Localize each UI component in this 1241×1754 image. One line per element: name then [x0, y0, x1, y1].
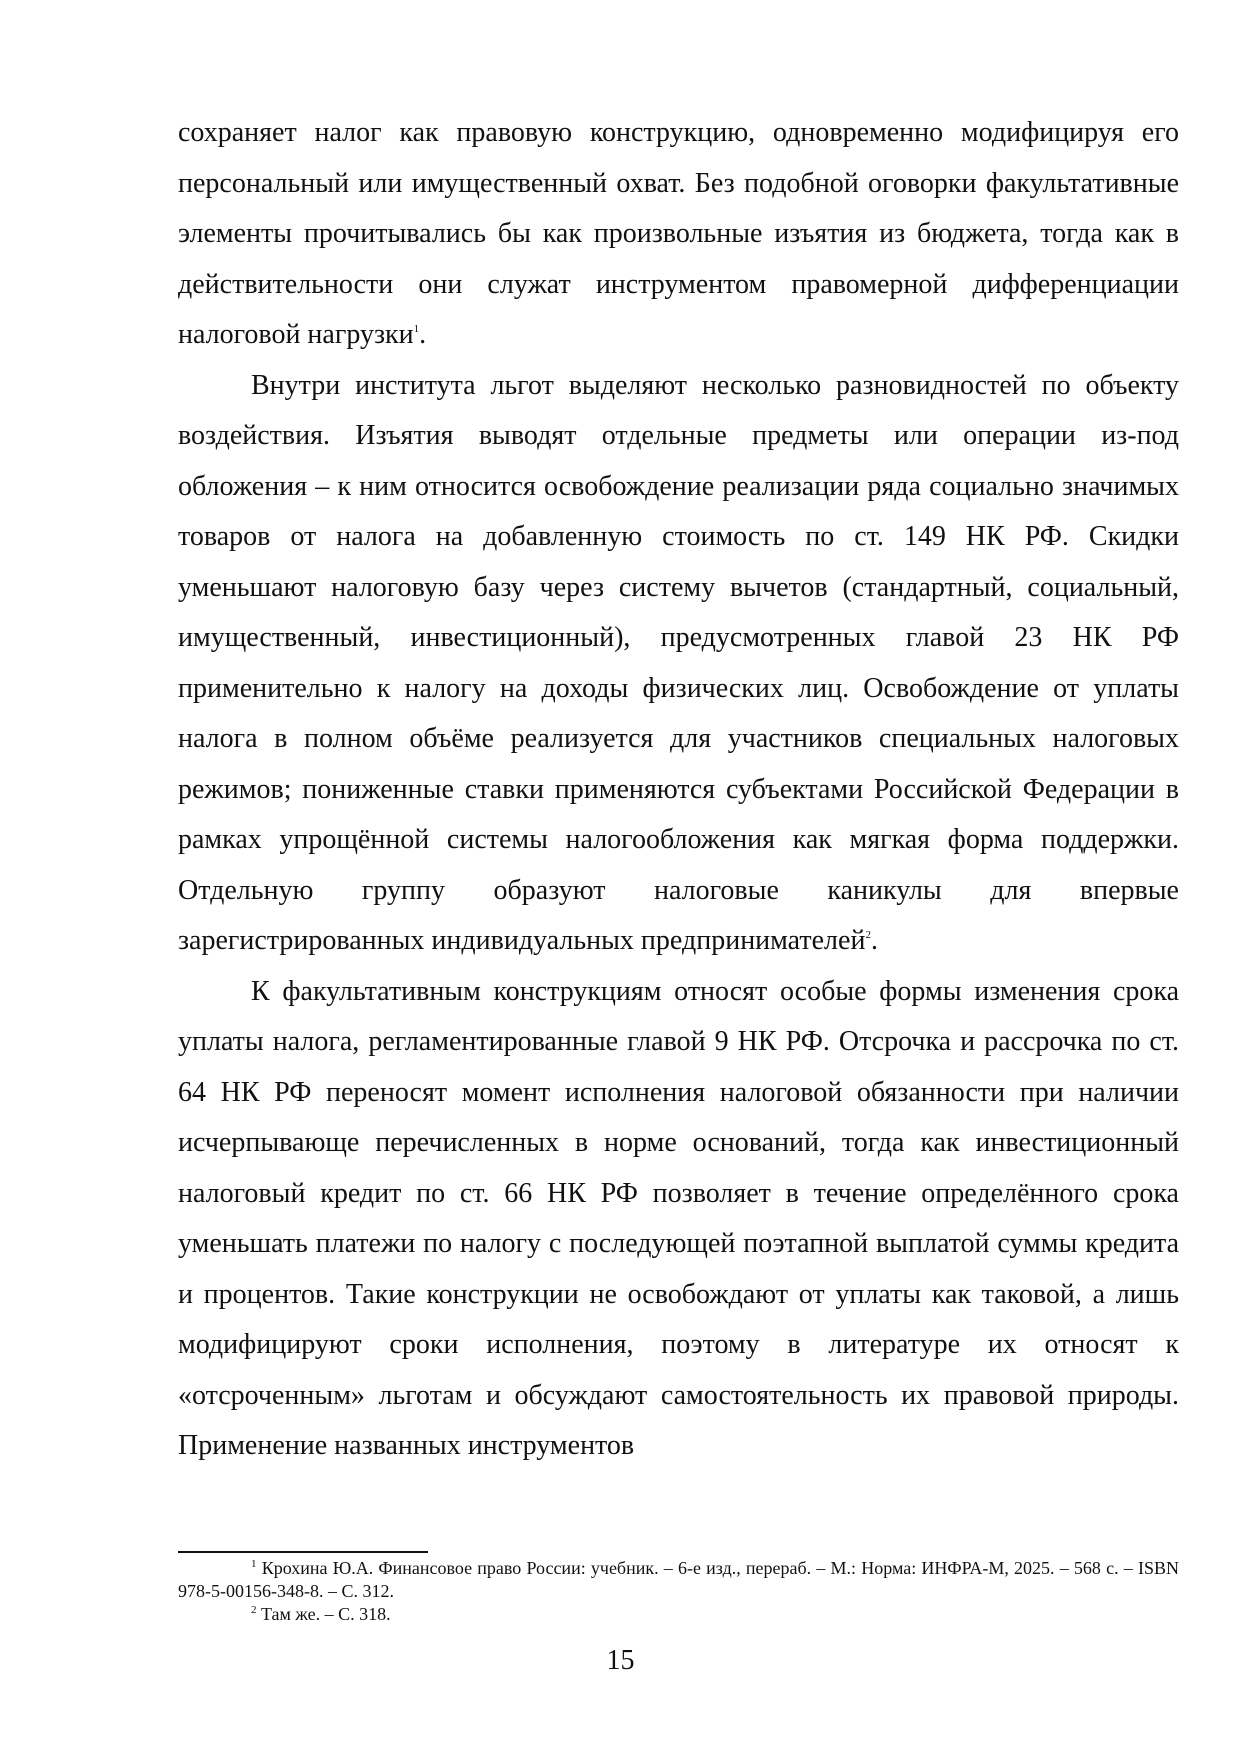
page-number: 15 [606, 1645, 635, 1676]
paragraph-1 [178, 108, 1179, 361]
footnotes [178, 1557, 1179, 1626]
footnote-reference-1[interactable]: 1 [413, 323, 420, 335]
footnote-1 [178, 1557, 1179, 1603]
paragraph-3-text: К факультативным конструкциям относят особые формы изменения срока уплаты налога, регламентированные главой 9 НК РФ. Отсрочка и рассрочка по ст. 64 НК РФ переносят момент исполнения налоговой обязанности при наличии исчерпывающе перечисленных в норме оснований, тогда как инвестиционный налоговый кредит по ст. 66 НК РФ позволяет в течение определённого срока уменьшать платежи по налогу с последующей поэтапной выплатой суммы кредита и процентов. Такие конструкции не освобождают от уплаты как таковой, а лишь модифицируют сроки исполнения, поэтому в литературе их относят к «отсроченным» льготам и обсуждают самостоятельность их правовой природы. Применение названных инструментов [178, 975, 1179, 1461]
paragraph-2 [178, 361, 1179, 967]
footnote-reference-2[interactable]: 2 [865, 929, 871, 941]
footnote-separator [178, 1551, 428, 1553]
footnote-2-text: Там же. – С. 318. [256, 1604, 391, 1624]
paragraph-2-text: Внутри института льгот выделяют несколько разновидностей по объекту воздействия. Изъятия выводят отдельные предметы или операции из-под обложения – к ним относится освобождение реализации ряда социально значимых товаров от налога на добавленную стоимость по ст. 149 НК РФ. Скидки уменьшают налоговую базу через систему вычетов (стандартный, социальный, имущественный, инвестиционный), предусмотренных главой 23 НК РФ применительно к налогу на доходы физических лиц. Освобождение от уплаты налога в полном объёме реализуется для участников специальных налоговых режимов; пониженные ставки применяются субъектами Российской Федерации в рамках упрощённой системы налогообложения как мягкая форма поддержки. Отдельную группу образуют налоговые каникулы для впервые зарегистрированных индивидуальных предпринимателей [178, 369, 1179, 956]
footnote-1-text: Крохина Ю.А. Финансовое право России: учебник. – 6-е изд., перераб. – М.: Норма: ИНФРА-М, 2025. – 568 с. – ISBN 978-5-00156-348-8. – С. 312. [178, 1558, 1179, 1601]
paragraph-3 [178, 967, 1179, 1472]
main-text [178, 108, 1179, 1472]
footnote-2 [178, 1603, 1179, 1626]
paragraph-1-text: сохраняет налог как правовую конструкцию, одновременно модифицируя его персональный или имущественный охват. Без подобной оговорки факультативные элементы прочитывались бы как произвольные изъятия из бюджета, тогда как в действительности они служат инструментом правомерной дифференциации налоговой нагрузки [178, 117, 1179, 350]
paragraph-1-end: . [419, 319, 427, 350]
footnote-2-mark: 2 [251, 1604, 257, 1616]
paragraph-2-end: . [870, 925, 878, 956]
footnote-1-mark: 1 [251, 1558, 257, 1570]
